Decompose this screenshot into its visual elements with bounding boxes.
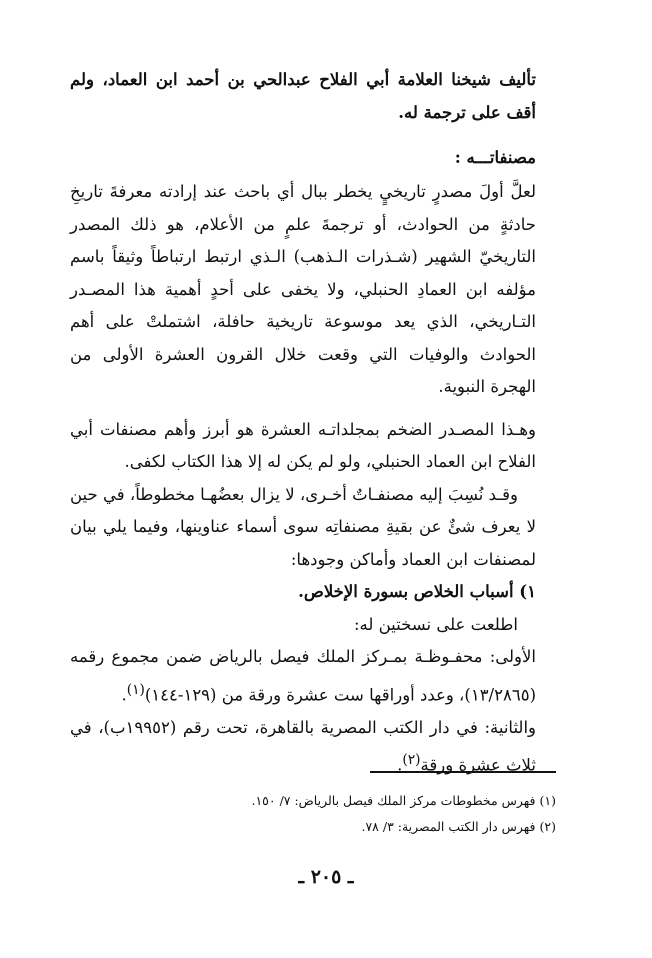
main-text [70,176,536,782]
list-item-1-first-copy [70,641,536,712]
footnote-1-mark: (١) [539,793,556,808]
footnotes [70,788,556,840]
second-copy-text: والثانية: في دار الكتب المصرية بالقاهرة، تحت رقم (١٩٩٥٢ب)، في ثلاث عشرة ورقة [70,717,537,775]
page-number: ـ ٢٠٥ ـ [298,866,354,888]
list-item-1-title: ١) أسباب الخلاص بسورة الإخلاص. [298,582,536,601]
paragraph-2: وهـذا المصـدر الضخم بمجلداتـه العشرة هو أبرز وأهم مصنفات أبي الفلاح ابن العماد الحنبلي، ولو لم يكن له إلا هذا الكتاب لكفى. [70,419,536,471]
first-copy-text: الأولى: محفـوظـة بمـركز الملك فيصل بالرياض ضمن مجموع رقمه (١٣/٢٨٦٥)، وعدد أوراقها ست عشرة ورقة من (١٢٩-١٤٤) [70,647,536,704]
second-copy-end: . [397,755,403,775]
section-heading: مصنفاتـــه : [454,148,536,167]
list-item-1-intro: اطلعت على نسختين له: [353,614,518,634]
footnote-2-mark: (٢) [539,819,556,834]
footnote-1 [70,788,556,814]
footnote-divider [370,771,556,773]
intro-paragraph: تأليف شيخنا العلامة أبي الفلاح عبدالحي بن أحمد ابن العماد، ولم أقف على ترجمة له. [70,70,536,122]
paragraph-1: لعلَّ أولَ مصدرٍ تاريخيٍ يخطر ببال أي باحث عند إرادته معرفةَ تاريخِ حادثةٍ من الحوادث، أو ترجمةَ علمٍ من الأعلام، هو ذلك المصدر التاريخيّ الشهير (شـذرات الـذهب) الـذي ارتبط ارتباطاً وثيقاً باسم مؤلفه ابن العمادِ الحنبلي، ولا يخفى على أحدٍ أهمية هذا المصـدر التـاريخي، الذي يعد موسوعة تاريخية حافلة، اشتملتْ على أهم الحوادث والوفيات التي وقعت خلال القرون العشرة الأولى من الهجرة النبوية. [70,182,536,396]
footnote-ref-2: (٢) [402,752,421,768]
section-block [70,142,536,175]
paragraph-3: وقـد نُسِبَ إليه مصنفـاتٌ أخـرى، لا يزال بعضُهـا مخطوطاً، في حين لا يعرف شئٌ عن بقيةِ مصنفاتِه سوى أسماء عناوينها، وفيما يلي بيان لمصنفات ابن العماد وأماكن وجودها: [70,484,536,569]
footnote-2 [70,814,556,840]
footnote-1-text: فهرس مخطوطات مركز الملك فيصل بالرياض: ٧/ ١٥٠. [251,793,536,808]
intro-block [70,64,536,129]
footnote-ref-1: (١) [126,681,145,698]
footnote-2-text: فهرس دار الكتب المصرية: ٣/ ٧٨. [361,819,536,834]
first-copy-end: . [121,685,127,704]
